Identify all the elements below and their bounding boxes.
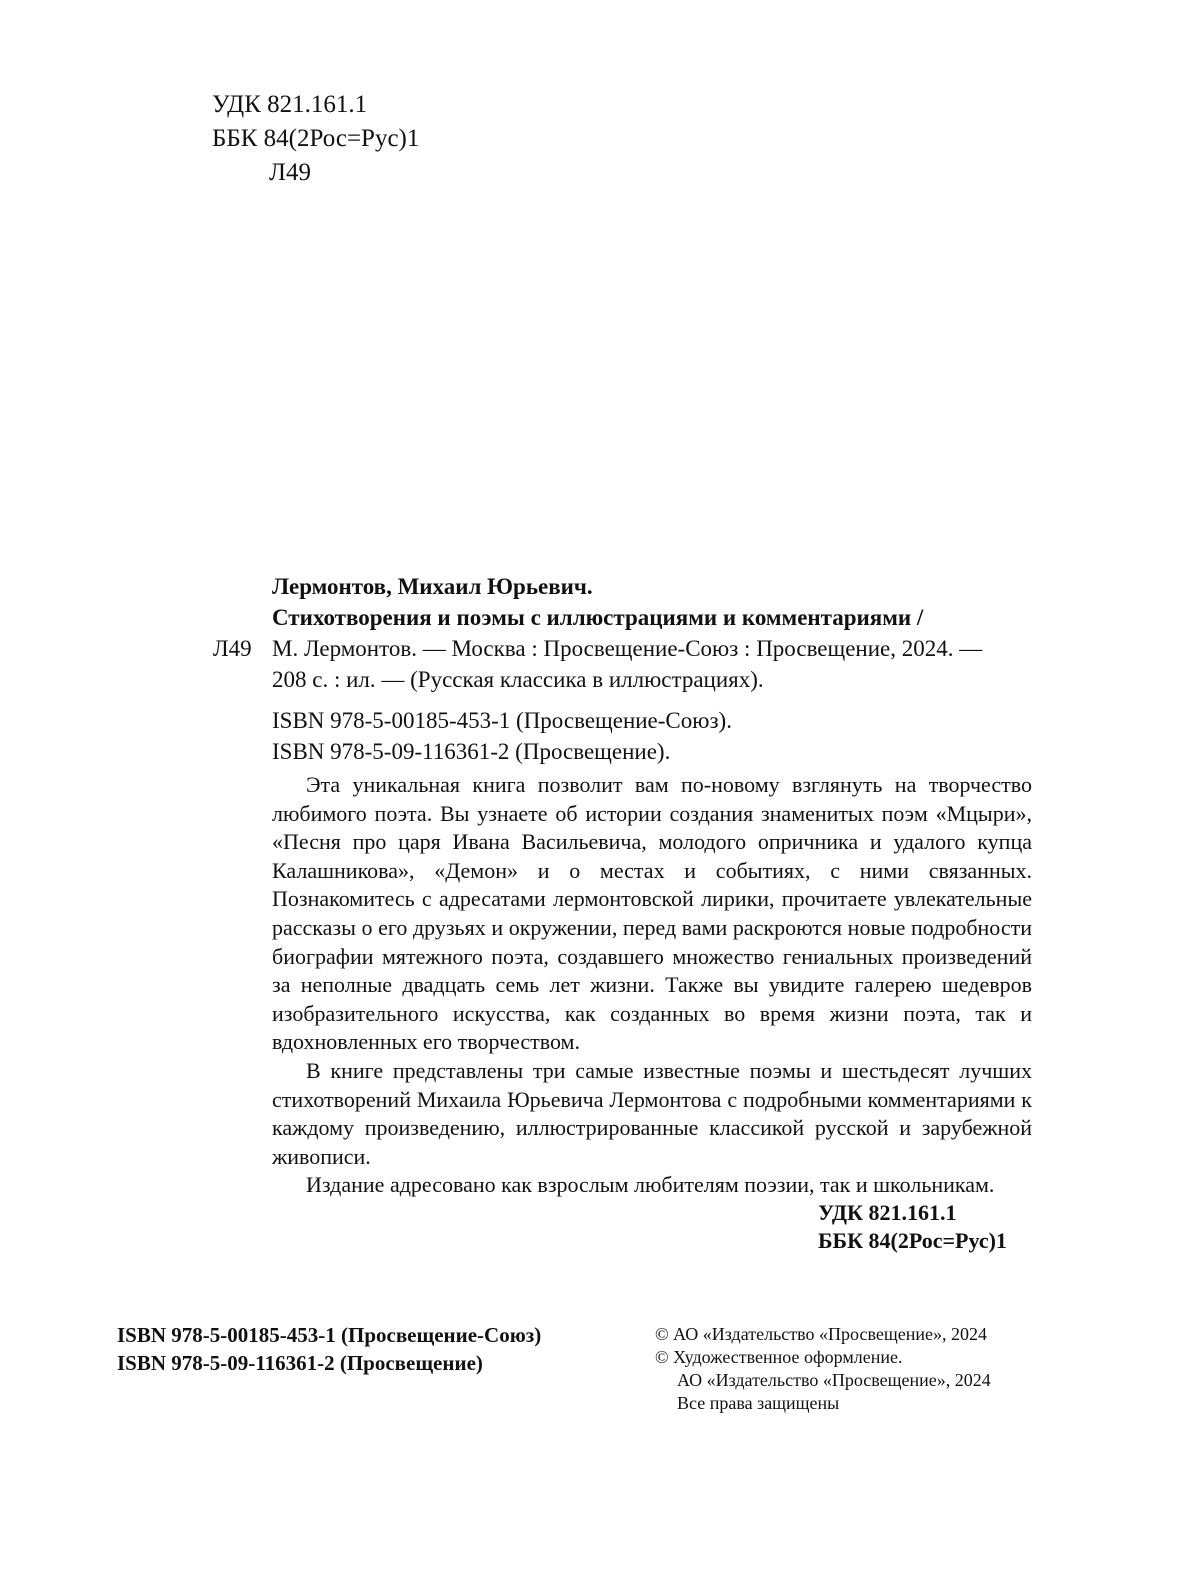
- annotation-line: купца Калашникова», «Демон» и о местах и событиях, с ними связанных. По: [272, 829, 1032, 912]
- annotation-paragraph-2: [272, 1057, 1032, 1171]
- annotation-line: поэта, так и вдохновленных его творчеством.: [272, 1000, 1032, 1055]
- annotation-line: зарубежной живописи.: [272, 1115, 1032, 1169]
- bbk-code: ББК 84(2Рос=Рус)1: [212, 125, 420, 152]
- isbn-footer: [117, 1321, 541, 1377]
- annotation-paragraph-1: [272, 771, 1032, 1057]
- udk-code: УДК 821.161.1: [212, 91, 368, 118]
- annotation-line: стихотворений Михаила Юрьевича Лермонтова с подробными коммента: [272, 1086, 957, 1112]
- biblio-author-mark: Л49: [213, 636, 252, 661]
- annotation-line: рею шедевров изобразительного искусства, как созданных во время жизни: [272, 972, 1032, 1026]
- annotation-line: риями к каждому произведению, иллюстрированные классикой русской и: [272, 1086, 1032, 1141]
- biblio-isbn-2: ISBN 978-5-09-116361-2 (Просвещение).: [272, 739, 671, 764]
- biblio-publication: М. Лермонтов. — Москва : Просвещение-Союз : Просвещение, 2024. —: [272, 636, 983, 661]
- copyright-line-2: © Художественное оформление.: [655, 1347, 903, 1367]
- annotation-line: Эта уникальная книга позволит вам по-новому взглянуть на творчество: [306, 772, 1032, 797]
- biblio-isbn-1: ISBN 978-5-00185-453-1 (Просвещение-Союз).: [272, 708, 732, 733]
- top-classification: [212, 88, 419, 190]
- bottom-udk-code: УДК 821.161.1: [818, 1200, 957, 1225]
- bibliographic-record: [272, 571, 1062, 767]
- annotation-line: робности биографии мятежного поэта, создавшего множество гениальных: [272, 914, 1032, 969]
- footer-isbn-1: ISBN 978-5-00185-453-1 (Просвещение-Союз): [117, 1323, 542, 1347]
- biblio-author: Лермонтов, Михаил Юрьевич.: [272, 574, 593, 599]
- annotation-line: любимого поэта. Вы узнаете об истории создания знаменитых поэм «Мцы: [272, 800, 993, 826]
- annotation-line: знакомитесь с адресатами лермонтовской лирики, прочитаете увлекатель: [298, 886, 996, 912]
- annotation-line: В книге представлены три самые известные поэмы и шестьдесят лучших: [306, 1057, 1032, 1083]
- biblio-title: Стихотворения и поэмы с иллюстрациями и комментариями /: [272, 605, 924, 630]
- copyright-block: [655, 1323, 991, 1415]
- annotation-line: ри», «Песня про царя Ивана Васильевича, молодого опричника и удалого: [272, 800, 1032, 855]
- biblio-physical-series: 208 с. : ил. — (Русская классика в иллюстрациях).: [272, 667, 764, 692]
- copyright-line-4: Все права защищены: [677, 1393, 840, 1413]
- annotation-paragraph-3: Издание адресовано как взрослым любителям поэзии, так и школьникам.: [306, 1172, 995, 1198]
- biblio-isbn-block: [272, 705, 1062, 767]
- bottom-bbk-code: ББК 84(2Рос=Рус)1: [818, 1228, 1007, 1253]
- copyright-line-3: АО «Издательство «Просвещение», 2024: [677, 1370, 991, 1390]
- annotation-line: ные рассказы о его друзьях и окружении, перед вами раскроются новые под: [272, 886, 1032, 940]
- annotation: [272, 771, 1032, 1200]
- copyright-line-1: © АО «Издательство «Просвещение», 2024: [655, 1324, 987, 1344]
- footer-isbn-2: ISBN 978-5-09-116361-2 (Просвещение): [117, 1351, 483, 1375]
- bottom-classification: [818, 1199, 1007, 1255]
- author-mark: Л49: [269, 159, 311, 186]
- annotation-line: произведений за неполные двадцать семь лет жизни. Также вы увидите гале: [272, 943, 1032, 998]
